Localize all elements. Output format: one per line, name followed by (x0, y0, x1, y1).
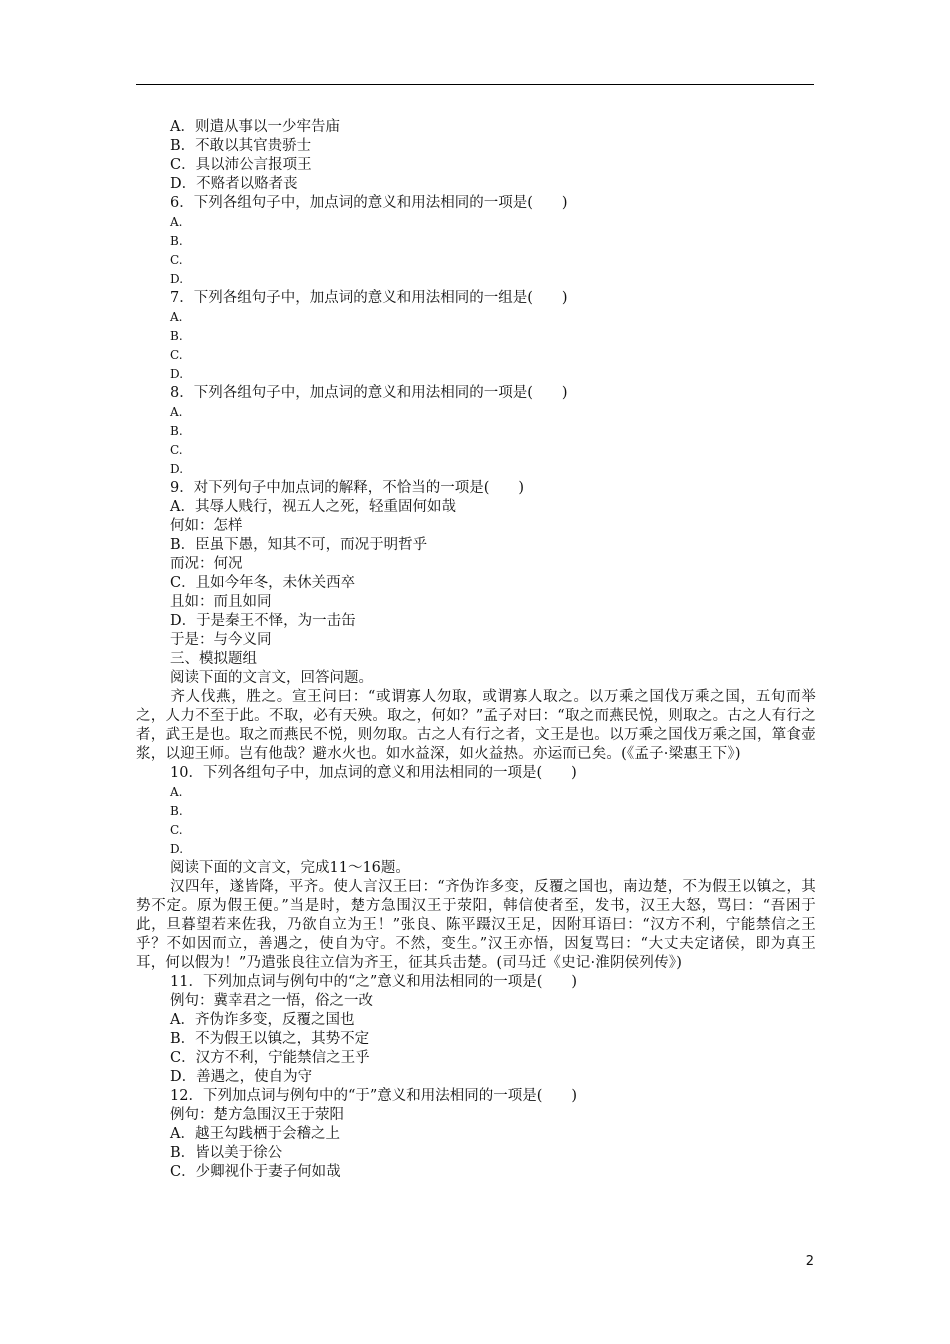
text-line: C. (170, 253, 183, 267)
text-line: 于是：与今义同 (170, 632, 272, 648)
passage-mencius (136, 688, 816, 764)
text-line: C．且如今年冬，未休关西卒 (170, 575, 356, 591)
text-line: D. (170, 367, 184, 381)
passage-mencius-text: 齐人伐燕，胜之。宣王问曰：“或谓寡人勿取，或谓寡人取之。以万乘之国伐万乘之国，五旬而举之，人力不至于此。不取，必有天殃。取之，何如？”孟子对曰：“取之而燕民悦，则取之。古之人有行之者，武王是也。取之而燕民不悦，则勿取。古之人有行之者，文王是也。以万乘之国伐万乘之国，箪食壶浆，以迎王师。岂有他哉？避水火也。如水益深，如火益热。亦运而已矣。(《孟子·梁惠王下》) (136, 689, 816, 762)
text-line: B. (170, 424, 183, 438)
text-line: C．具以沛公言报项王 (170, 157, 312, 173)
text-line: 例句：楚方急围汉王于荥阳 (170, 1107, 344, 1123)
text-line: 何如：怎样 (170, 518, 243, 534)
text-line: D. (170, 462, 184, 476)
text-line: B．臣虽下愚，知其不可，而况于明哲乎 (170, 537, 428, 553)
text-line: 阅读下面的文言文，完成11～16题。 (170, 860, 410, 876)
text-line: D．不赂者以赂者丧 (170, 176, 298, 192)
text-line: 6．下列各组句子中，加点词的意义和用法相同的一项是( ) (170, 195, 568, 211)
text-line: C．少卿视仆于妻子何如哉 (170, 1164, 341, 1180)
text-line: 10．下列各组句子中，加点词的意义和用法相同的一项是( ) (170, 765, 577, 781)
text-line: A．齐伪诈多变，反覆之国也 (170, 1012, 355, 1028)
text-line: D．于是秦王不怿，为一击缶 (170, 613, 356, 629)
text-line: 7．下列各组句子中，加点词的意义和用法相同的一组是( ) (170, 290, 568, 306)
text-line: A. (170, 310, 183, 324)
text-line: A. (170, 215, 183, 229)
text-line: 例句：冀幸君之一悟，俗之一改 (170, 993, 373, 1009)
text-line: A．则遣从事以一少牢告庙 (170, 119, 340, 135)
question-block-3 (136, 973, 816, 1182)
text-line: B. (170, 804, 183, 818)
text-line: A．其辱人贱行，视五人之死，轻重固何如哉 (170, 499, 456, 515)
text-line: 8．下列各组句子中，加点词的意义和用法相同的一项是( ) (170, 385, 568, 401)
text-line: C. (170, 348, 183, 362)
text-line: 阅读下面的文言文，回答问题。 (170, 670, 373, 686)
text-line: B. (170, 329, 183, 343)
text-line: A．越王勾践栖于会稽之上 (170, 1126, 340, 1142)
text-line: B．皆以美于徐公 (170, 1145, 283, 1161)
text-line: B. (170, 234, 183, 248)
text-line: A. (170, 405, 183, 419)
text-line: C. (170, 443, 183, 457)
text-line: D. (170, 842, 184, 856)
text-line: D．善遇之，使自为守 (170, 1069, 313, 1085)
header-rule (136, 84, 814, 85)
passage-shiji (136, 878, 816, 973)
text-line: B．不敢以其官贵骄士 (170, 138, 312, 154)
document-body (136, 118, 816, 1182)
text-line: 12．下列加点词与例句中的“于”意义和用法相同的一项是( ) (170, 1088, 578, 1104)
question-block-2 (136, 764, 816, 878)
question-block-1 (136, 118, 816, 688)
text-line: 11．下列加点词与例句中的“之”意义和用法相同的一项是( ) (170, 974, 578, 990)
text-line: A. (170, 785, 183, 799)
text-line: 三、模拟题组 (170, 651, 257, 667)
page-number: 2 (805, 1254, 814, 1269)
text-line: C．汉方不利，宁能禁信之王乎 (170, 1050, 370, 1066)
text-line: C. (170, 823, 183, 837)
text-line: D. (170, 272, 184, 286)
text-line: 而况：何况 (170, 556, 243, 572)
text-line: B．不为假王以镇之，其势不定 (170, 1031, 370, 1047)
text-line: 且如：而且如同 (170, 594, 272, 610)
text-line: 9．对下列句子中加点词的解释，不恰当的一项是( ) (170, 480, 525, 496)
passage-shiji-text: 汉四年，遂皆降，平齐。使人言汉王曰：“齐伪诈多变，反覆之国也，南边楚，不为假王以镇之，其势不定。原为假王便。”当是时，楚方急围汉王于荥阳，韩信使者至，发书，汉王大怒，骂曰：“吾困于此，旦暮望若来佐我，乃欲自立为王！”张良、陈平蹑汉王足，因附耳语曰：“汉方不利，宁能禁信之王乎？不如因而立，善遇之，使自为守。不然，变生。”汉王亦悟，因复骂曰：“大丈夫定诸侯，即为真王耳，何以假为！”乃遣张良往立信为齐王，征其兵击楚。(司马迁《史记·淮阴侯列传》) (136, 879, 816, 971)
